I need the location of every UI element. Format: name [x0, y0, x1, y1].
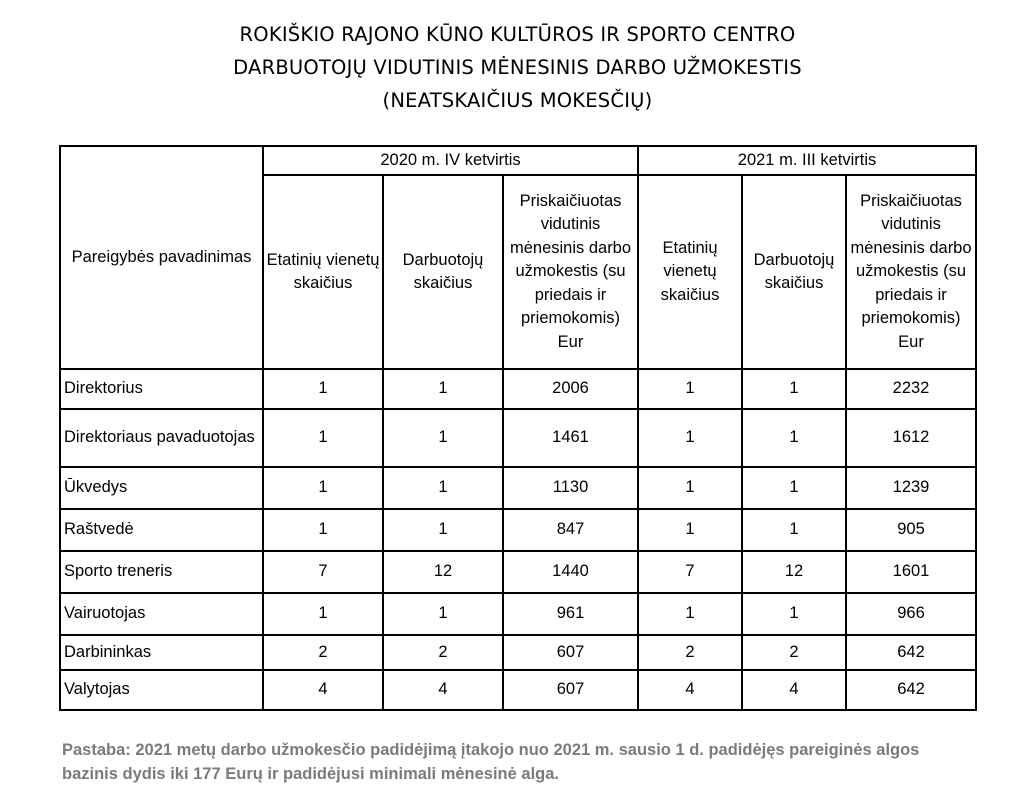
- etatai-2021: 1: [638, 409, 742, 467]
- document-title: [0, 18, 1035, 117]
- etatai-2020: 1: [263, 369, 383, 409]
- position-name: Darbininkas: [60, 635, 263, 670]
- salary-2020: 961: [503, 593, 638, 635]
- darbuotojai-2021: 1: [742, 467, 846, 509]
- table-row: [60, 593, 976, 635]
- table-row: [60, 670, 976, 710]
- salary-2021: 1612: [846, 409, 976, 467]
- etatai-2021: 1: [638, 369, 742, 409]
- salary-2020: 1130: [503, 467, 638, 509]
- position-header: Pareigybės pavadinimas: [60, 146, 263, 369]
- salary-2020: 2006: [503, 369, 638, 409]
- footnote: Pastaba: 2021 metų darbo užmokesčio padidėjimą įtakojo nuo 2021 m. sausio 1 d. padidėjęs pareiginės algos bazinis dydis iki 177 Eurų ir padidėjusi minimali mėnesinė alga.: [62, 741, 920, 783]
- darbuotojai-2021: 1: [742, 369, 846, 409]
- period-header-2021: 2021 m. III ketvirtis: [638, 146, 976, 175]
- position-name: Direktorius: [60, 369, 263, 409]
- salary-2021: 2232: [846, 369, 976, 409]
- etatai-2020: 7: [263, 551, 383, 593]
- table-row: [60, 635, 976, 670]
- salary-2020: 1461: [503, 409, 638, 467]
- salary-2021: 642: [846, 670, 976, 710]
- etatai-2021: 7: [638, 551, 742, 593]
- salary-2021: 1239: [846, 467, 976, 509]
- salary-header-2021: Priskaičiuotas vidutinis mėnesinis darbo užmokestis (su priedais ir priemokomis) Eur: [846, 175, 976, 369]
- etatai-2020: 1: [263, 593, 383, 635]
- etatai-2020: 1: [263, 467, 383, 509]
- etatai-header-2020: Etatinių vienetų skaičius: [263, 175, 383, 369]
- salary-2021: 642: [846, 635, 976, 670]
- header-row-periods: [60, 146, 976, 175]
- position-name: Raštvedė: [60, 509, 263, 551]
- darbuotojai-2020: 12: [383, 551, 503, 593]
- darbuotojai-2021: 1: [742, 509, 846, 551]
- etatai-2021: 1: [638, 509, 742, 551]
- darbuotojai-2020: 1: [383, 409, 503, 467]
- table-row: [60, 509, 976, 551]
- darbuotojai-2021: 2: [742, 635, 846, 670]
- salary-2020: 607: [503, 670, 638, 710]
- etatai-2020: 1: [263, 509, 383, 551]
- darbuotojai-2021: 1: [742, 409, 846, 467]
- etatai-2020: 2: [263, 635, 383, 670]
- etatai-2021: 4: [638, 670, 742, 710]
- darbuotojai-2021: 12: [742, 551, 846, 593]
- darbuotojai-2021: 1: [742, 593, 846, 635]
- salary-header-2020: Priskaičiuotas vidutinis mėnesinis darbo užmokestis (su priedais ir priemokomis) Eur: [503, 175, 638, 369]
- table-row: [60, 467, 976, 509]
- title-line-1: ROKIŠKIO RAJONO KŪNO KULTŪROS IR SPORTO CENTRO: [239, 23, 796, 46]
- salary-2021: 905: [846, 509, 976, 551]
- etatai-2020: 1: [263, 409, 383, 467]
- etatai-2021: 2: [638, 635, 742, 670]
- etatai-header-2021: Etatinių vienetų skaičius: [638, 175, 742, 369]
- salary-2020: 1440: [503, 551, 638, 593]
- darbuotojai-2020: 1: [383, 509, 503, 551]
- position-name: Valytojas: [60, 670, 263, 710]
- title-line-3: (NEATSKAIČIUS MOKESČIŲ): [382, 89, 653, 112]
- table-row: [60, 551, 976, 593]
- darbuotojai-2020: 1: [383, 369, 503, 409]
- salary-2021: 1601: [846, 551, 976, 593]
- table-row: [60, 409, 976, 467]
- darbuotojai-2020: 2: [383, 635, 503, 670]
- etatai-2020: 4: [263, 670, 383, 710]
- darbuotojai-2020: 1: [383, 593, 503, 635]
- title-line-2: DARBUOTOJŲ VIDUTINIS MĖNESINIS DARBO UŽMOKESTIS: [233, 56, 802, 79]
- position-name: Direktoriaus pavaduotojas: [60, 409, 263, 467]
- etatai-2021: 1: [638, 467, 742, 509]
- darbuotojai-header-2020: Darbuotojų skaičius: [383, 175, 503, 369]
- position-name: Sporto treneris: [60, 551, 263, 593]
- darbuotojai-2020: 4: [383, 670, 503, 710]
- table-row: [60, 369, 976, 409]
- salary-table: [59, 145, 977, 711]
- etatai-2021: 1: [638, 593, 742, 635]
- darbuotojai-header-2021: Darbuotojų skaičius: [742, 175, 846, 369]
- salary-2020: 607: [503, 635, 638, 670]
- darbuotojai-2020: 1: [383, 467, 503, 509]
- salary-2020: 847: [503, 509, 638, 551]
- salary-2021: 966: [846, 593, 976, 635]
- position-name: Ūkvedys: [60, 467, 263, 509]
- position-name: Vairuotojas: [60, 593, 263, 635]
- period-header-2020: 2020 m. IV ketvirtis: [263, 146, 638, 175]
- darbuotojai-2021: 4: [742, 670, 846, 710]
